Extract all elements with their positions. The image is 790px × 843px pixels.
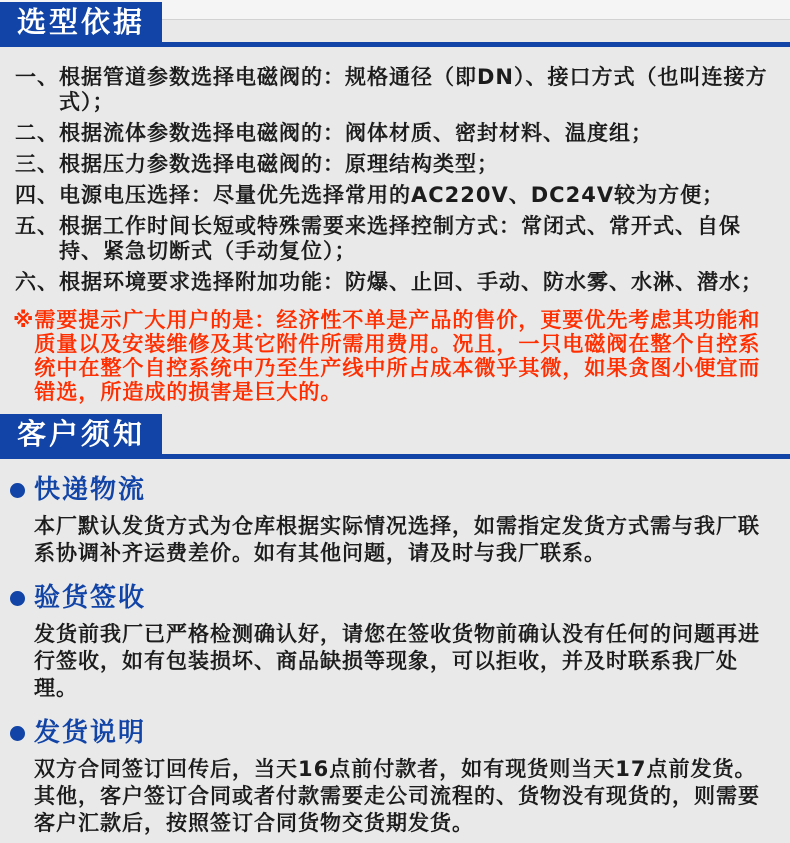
list-item-text: 根据环境要求选择附加功能：防爆、止回、手动、防水雾、水淋、潜水； xyxy=(59,270,763,294)
list-item-marker: 五、 xyxy=(15,214,59,238)
list-item xyxy=(15,152,778,177)
customer-notice-section xyxy=(0,414,790,837)
bullet-dot-icon xyxy=(10,726,25,741)
list-item-text: 根据管道参数选择电磁阀的：规格通径（即DN）、接口方式（也叫连接方式）； xyxy=(59,65,768,114)
notice-heading-text: 快递物流 xyxy=(34,475,147,505)
section-title: 客户须知 xyxy=(17,417,146,451)
list-item-marker: 四、 xyxy=(15,183,59,207)
warning-note-text: 需要提示广大用户的是：经济性不单是产品的售价，更要优先考虑其功能和质量以及安装维修及其它附件所需用费用。况且，一只电磁阀在整个自控系统中在整个自控系统中乃至生产线中所占成本微乎其微，如果贪图小便宜而错选，所造成的损害是巨大的。 xyxy=(34,308,761,404)
bullet-dot-icon xyxy=(10,591,25,606)
list-item-marker: 一、 xyxy=(15,65,59,89)
customer-notice-banner xyxy=(0,414,790,459)
notice-heading-shipping xyxy=(0,718,790,748)
section-title-badge xyxy=(0,414,162,455)
selection-criteria-list xyxy=(0,65,790,295)
notice-body-inspection: 发货前我厂已严格检测确认好，请您在签收货物前确认没有任何的问题再进行签收，如有包装损坏、商品缺损等现象，可以拒收，并及时联系我厂处理。 xyxy=(34,622,760,700)
list-item-text: 根据工作时间长短或特殊需要来选择控制方式：常闭式、常开式、自保持、紧急切断式（手动复位）； xyxy=(59,214,741,263)
selection-basis-section xyxy=(0,0,790,404)
section-title: 选型依据 xyxy=(17,5,146,39)
selection-basis-banner xyxy=(0,2,790,47)
section-title-badge xyxy=(0,2,162,43)
notice-heading-logistics xyxy=(0,475,790,505)
notice-heading-inspection xyxy=(0,583,790,613)
list-item xyxy=(15,214,778,264)
list-item xyxy=(15,121,778,146)
bullet-dot-icon xyxy=(10,483,25,498)
list-item xyxy=(15,183,778,208)
notice-body-logistics: 本厂默认发货方式为仓库根据实际情况选择，如需指定发货方式需与我厂联系协调补齐运费差价。如有其他问题，请及时与我厂联系。 xyxy=(34,514,760,565)
list-item-marker: 六、 xyxy=(15,270,59,294)
notice-heading-text: 发货说明 xyxy=(34,718,147,748)
notice-heading-text: 验货签收 xyxy=(34,583,147,613)
list-item xyxy=(15,270,778,295)
warning-note xyxy=(0,308,790,404)
notice-body-shipping: 双方合同签订回传后，当天16点前付款者，如有现货则当天17点前发货。其他，客户签订合同或者付款需要走公司流程的、货物没有现货的，则需要客户汇款后，按照签订合同货物交货期发货。 xyxy=(34,757,760,835)
reference-mark-icon: ※ xyxy=(13,308,35,332)
list-item xyxy=(15,65,778,115)
list-item-marker: 三、 xyxy=(15,152,59,176)
list-item-marker: 二、 xyxy=(15,121,59,145)
list-item-text: 根据流体参数选择电磁阀的：阀体材质、密封材料、温度组； xyxy=(59,121,653,145)
list-item-text: 根据压力参数选择电磁阀的：原理结构类型； xyxy=(59,152,499,176)
list-item-text: 电源电压选择：尽量优先选择常用的AC220V、DC24V较为方便； xyxy=(59,183,725,207)
